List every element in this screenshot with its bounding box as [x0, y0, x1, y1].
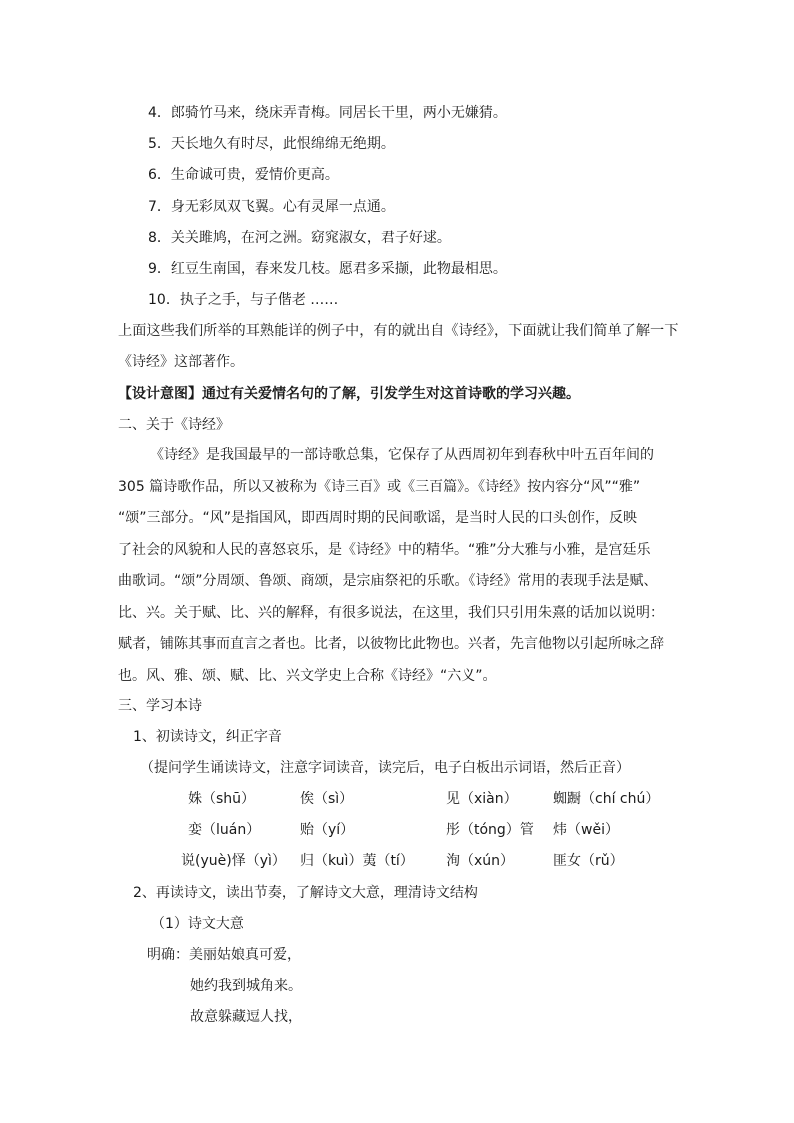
pronunciation-word: 炜（wěi）	[553, 822, 619, 838]
paragraph-line: 比、兴。关于赋、比、兴的解释，有很多说法，在这里，我们只引用朱熹的话加以说明：	[118, 604, 664, 621]
clarify-line: 明确：美丽姑娘真可爱，	[147, 947, 301, 963]
pronunciation-word: 匪女（rǔ）	[553, 853, 624, 869]
paragraph-line: “颂”三部分。“风”是指国风，即西周时期的民间歌谣，是当时人民的口头创作，反映	[118, 510, 638, 526]
pronunciation-word: 俟（sì）	[300, 791, 354, 807]
paragraph-line: 《诗经》是我国最早的一部诗歌总集，它保存了从西周初年到春秋中叶五百年间的	[150, 447, 654, 463]
step-heading: 1、初读诗文，纠正字音	[133, 729, 282, 745]
paragraph-line: 也。风、雅、颂、赋、比、兴文学史上合称《诗经》“六义”。	[118, 667, 497, 684]
intro-line: 《诗经》这部著作。	[118, 354, 244, 370]
quote-item: 6．生命诚可贵，爱情价更高。	[148, 167, 339, 183]
paragraph-line: 了社会的风貌和人民的喜怒哀乐，是《诗经》中的精华。“雅”分大雅与小雅，是宫廷乐	[118, 541, 651, 558]
quote-item: 9．红豆生南国，春来发几枝。愿君多采撷，此物最相思。	[148, 261, 507, 277]
quote-item: 10．执子之手，与子偕老 ……	[148, 292, 339, 308]
pronunciation-word: 洵（xún）	[446, 853, 515, 869]
pronunciation-word: 归（kuì）荑（tí）	[300, 853, 414, 869]
pronunciation-word: 蜘蹰（chí chú）	[553, 791, 660, 807]
quote-item: 8．关关雎鸠，在河之洲。窈窕淑女，君子好逑。	[148, 230, 451, 246]
pronunciation-word: 见（xiàn）	[446, 791, 518, 807]
pronunciation-word: 娈（luán）	[188, 822, 261, 838]
pronunciation-word: 姝（shū）	[188, 791, 256, 807]
quote-item: 7．身无彩凤双飞翼。心有灵犀一点通。	[148, 199, 395, 215]
paragraph-line: 曲歌词。“颂”分周颂、鲁颂、商颂，是宗庙祭祀的乐歌。《诗经》常用的表现手法是赋、	[118, 573, 658, 589]
clarify-line: 她约我到城角来。	[190, 978, 302, 994]
pronunciation-word: 贻（yí）	[300, 822, 355, 838]
intro-line: 上面这些我们所举的耳熟能详的例子中，有的就出自《诗经》，下面就让我们简单了解一下	[118, 323, 679, 339]
paragraph-line: 305 篇诗歌作品，所以又被称为《诗三百》或《三百篇》。《诗经》按内容分“风”“雅”	[118, 478, 641, 495]
step-heading: 2、再读诗文，读出节奏，了解诗文大意，理清诗文结构	[133, 885, 478, 901]
step-subheading: （1）诗文大意	[151, 916, 244, 932]
section-heading: 三、学习本诗	[118, 698, 202, 714]
paragraph-line: 赋者，铺陈其事而直言之者也。比者，以彼物比此物也。兴者，先言他物以引起所咏之辞	[118, 636, 664, 652]
section-heading: 二、关于《诗经》	[118, 417, 230, 433]
pronunciation-word: 说(yuè)怿（yì）	[181, 853, 286, 869]
quote-item: 5．天长地久有时尽，此恨绵绵无绝期。	[148, 136, 395, 152]
section2-paragraph	[118, 440, 684, 692]
design-intent: 【设计意图】通过有关爱情名句的了解，引发学生对这首诗歌的学习兴趣。	[118, 386, 580, 402]
pronunciation-word: 彤（tóng）管	[446, 822, 534, 838]
step-note: （提问学生诵读诗文，注意字词读音，读完后，电子白板出示词语，然后正音）	[140, 760, 630, 776]
clarify-line: 故意躲藏逗人找，	[190, 1009, 302, 1025]
quote-item: 4．郎骑竹马来，绕床弄青梅。同居长干里，两小无嫌猜。	[148, 105, 507, 121]
